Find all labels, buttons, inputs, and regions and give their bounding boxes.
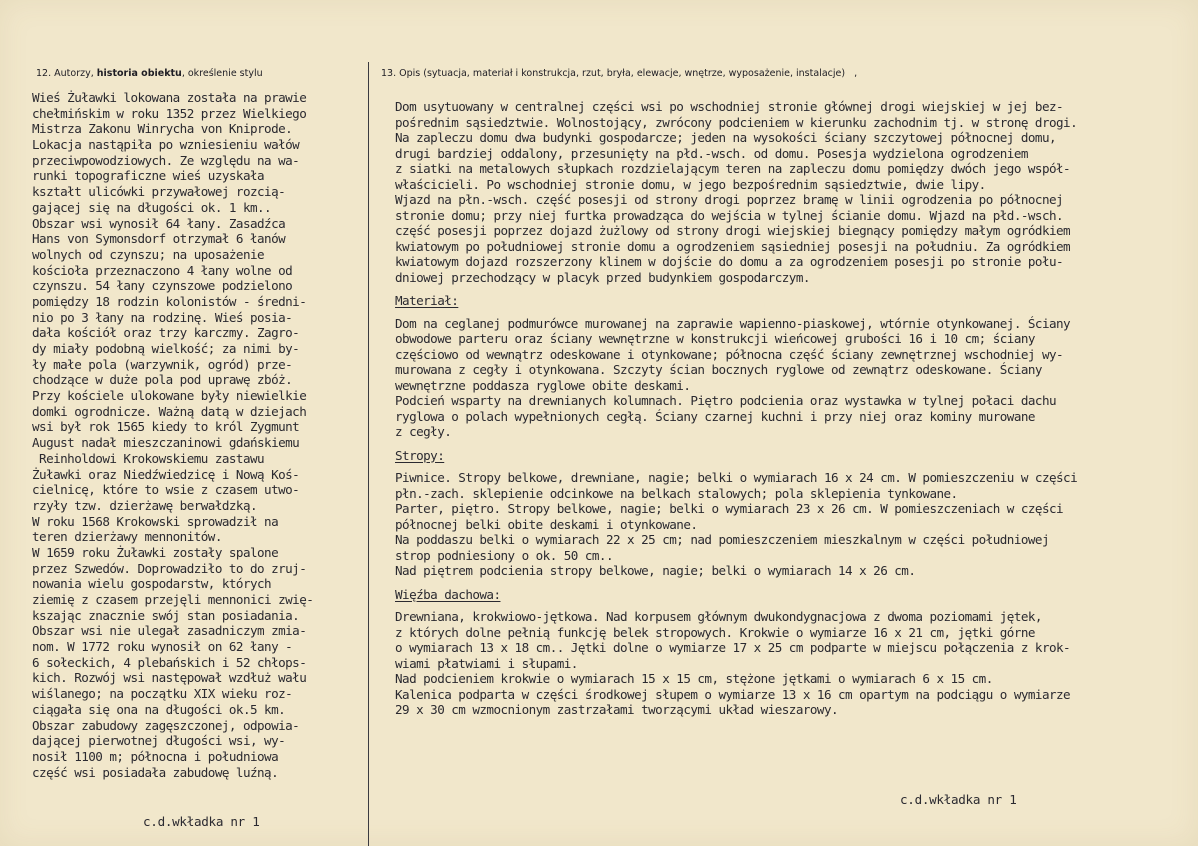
material-line: ryglowa o polach wypełnionych cegłą. Ściany czarnej kuchni i przy niej oraz kominy murowane bbox=[395, 408, 1035, 424]
history-line: Wieś Żuławki lokowana została na prawie bbox=[32, 90, 307, 105]
wiezba-line: wiami płatwiami i słupami. bbox=[395, 655, 578, 671]
stropy-paragraph bbox=[395, 470, 1185, 579]
wiezba-line: o wymiarach 13 x 18 cm.. Jętki dolne o wymiarze 17 x 25 cm podparte w miejscu połączenia z krok- bbox=[395, 640, 1071, 655]
material-line: z cegły. bbox=[395, 424, 452, 439]
history-line: Hans von Symonsdorf otrzymał 6 łanów bbox=[32, 231, 286, 247]
history-line: Przy kościele ulokowane były niewielkie bbox=[32, 388, 307, 404]
history-line: Lokacja nastąpiła po wzniesieniu wałów bbox=[32, 137, 300, 153]
section-12-header bbox=[36, 68, 263, 79]
history-line: przez Szwedów. Doprowadziło to do zruj- bbox=[32, 560, 307, 576]
history-line: Reinholdowi Krokowskiemu zastawu bbox=[32, 450, 265, 466]
history-line: Mistrza Zakonu Winrycha von Kniprode. bbox=[32, 121, 293, 137]
continuation-note-left: c.d.wkładka nr 1 bbox=[143, 814, 260, 829]
situation-line: z siatki na metalowych słupkach rozdzielającym teren na zapleczu domu pomiędzy dwóch jego współ- bbox=[395, 161, 1071, 176]
history-line: rzyły tzw. dzierżawę berwałdzką. bbox=[32, 497, 258, 513]
history-line: ciągała się ona na długości ok.5 km. bbox=[32, 701, 286, 717]
stropy-line: Parter, piętro. Stropy belkowe, nagie; belki o wymiarach 23 x 26 cm. W pomieszczeniach w części bbox=[395, 501, 1064, 516]
stropy-line: Piwnice. Stropy belkowe, drewniane, nagie; belki o wymiarach 16 x 24 cm. W pomieszczeniu w części bbox=[395, 470, 1078, 485]
history-line: runki topograficzne wieś uzyskała bbox=[32, 168, 265, 184]
material-line: Podcień wsparty na drewnianych kolumnach. Piętro podcienia oraz wystawka w tylnej połaci dachu bbox=[395, 393, 1057, 408]
history-line: ziemię z czasem przejęli mennonici zwię- bbox=[32, 592, 314, 607]
history-line: czynszu. 54 łany czynszowe podzielono bbox=[32, 278, 293, 294]
situation-line: dniowej przechodzący w placyk przed budynkiem gospodarczym. bbox=[395, 269, 810, 285]
history-line: Żuławki oraz Niedźwiedzicę i Nową Koś- bbox=[32, 466, 300, 482]
material-line: wewnętrzne poddasza ryglowe obite deskami. bbox=[395, 377, 691, 393]
wiezba-heading: Więźba dachowa: bbox=[395, 586, 501, 602]
material-line: Dom na ceglanej podmurówce murowanej na zaprawie wapienno-piaskowej, wtórnie otynkowanej. Ściany bbox=[395, 315, 1071, 331]
history-line: nio po 3 łany na rodzinę. Wieś posia- bbox=[32, 309, 293, 325]
wiezba-line: Kalenica podparta w części środkowej słupem o wymiarze 13 x 16 cm opartym na podciągu o wymiarze bbox=[395, 686, 1071, 702]
history-line: wolnych od czynszu; na uposażenie bbox=[32, 246, 265, 262]
material-line: obwodowe parteru oraz ściany wewnętrzne w konstrukcji wieńcowej grubości 16 i 10 cm; ściany bbox=[395, 331, 1035, 346]
history-line: domki ogrodnicze. Ważną datą w dziejach bbox=[32, 403, 307, 419]
history-line: pomiędzy 18 rodzin kolonistów - średni- bbox=[32, 293, 307, 309]
history-line: 6 sołeckich, 4 plebańskich i 52 chłops- bbox=[32, 654, 307, 670]
stropy-line: Na poddaszu belki o wymiarach 22 x 25 cm; nad pomieszczeniem mieszkalnym w części południowej bbox=[395, 532, 1049, 547]
wiezba-line: 29 x 30 cm wzmocnionym zastrzałami tworzącymi układ wieszarowy. bbox=[395, 702, 839, 717]
history-line: Obszar zabudowy zagęszczonej, odpowia- bbox=[32, 717, 300, 733]
column-divider bbox=[368, 62, 369, 846]
material-line: częściowo od wewnątrz odeskowane i otynkowane; północna część ściany zewnętrznej wschodniej wy- bbox=[395, 346, 1064, 362]
header-mark: , bbox=[854, 68, 858, 79]
history-line: nosił 1100 m; północna i południowa bbox=[32, 748, 279, 764]
situation-line: kwiatowym dojazd rozszerzony klinem w dojście do domu a za ogrodzeniem posesji po stronie połu- bbox=[395, 254, 1064, 269]
material-heading: Materiał: bbox=[395, 293, 459, 308]
history-line: ły małe pola (warzywnik, ogród) prze- bbox=[32, 356, 293, 372]
situation-line: stronie domu; przy niej furtka prowadząca do wejścia w tylnej ścianie domu. Wjazd na płd.-wsch. bbox=[395, 207, 1064, 223]
history-line: przeciwpowodziowych. Ze względu na wa- bbox=[32, 152, 300, 168]
wiezba-line: Nad podcieniem krokwie o wymiarach 15 x 15 cm, stężone jętkami o wymiarach 6 x 15 cm. bbox=[395, 671, 993, 686]
history-line: August nadał mieszczaninowi gdańskiemu bbox=[32, 435, 300, 451]
section-number: 12. bbox=[36, 68, 52, 79]
situation-paragraph bbox=[395, 99, 1185, 285]
history-line: chodzące w duże pola pod uprawę zbóż. bbox=[32, 372, 293, 388]
header-bold-label: historia obiektu bbox=[96, 68, 182, 79]
history-line: cielnicę, które to wsie z czasem utwo- bbox=[32, 482, 300, 498]
header-label: Autorzy, bbox=[54, 68, 97, 79]
history-line: teren dzierżawy mennonitów. bbox=[32, 529, 222, 545]
situation-line: pośrednim sąsiedztwie. Wolnostojący, zwrócony podcieniem w kierunku zachodnim tj. w stronę drogi. bbox=[395, 114, 1078, 130]
history-line: W 1659 roku Żuławki zostały spalone bbox=[32, 544, 279, 560]
history-line: gającej się na długości ok. 1 km.. bbox=[32, 199, 272, 215]
stropy-line: płn.-zach. sklepienie odcinkowe na belkach stalowych; pola sklepienia tynkowane. bbox=[395, 485, 958, 501]
history-line: wiślanego; na początku XIX wieku roz- bbox=[32, 686, 293, 702]
history-line: część wsi posiadała zabudowę luźną. bbox=[32, 764, 279, 780]
material-line: murowana z cegły i otynkowana. Szczyty ścian bocznych ryglowe od zewnątrz odeskowane. Ściany bbox=[395, 362, 1042, 377]
history-line: kształt ulicówki przywałowej rozcią- bbox=[32, 184, 286, 200]
history-line: wsi był rok 1565 kiedy to król Zygmunt bbox=[32, 419, 300, 435]
wiezba-line: Drewniana, krokwiowo-jętkowa. Nad korpusem głównym dwukondygnacjowa z dwoma poziomami jętek, bbox=[395, 609, 1042, 624]
stropy-line: Nad piętrem podcienia stropy belkowe, nagie; belki o wymiarach 14 x 26 cm. bbox=[395, 563, 916, 578]
history-line: dy miały podobną wielkość; za nimi by- bbox=[32, 341, 300, 356]
situation-line: Na zapleczu domu dwa budynki gospodarcze; jeden na wysokości ściany szczytowej północnej domu, bbox=[395, 130, 1057, 145]
history-line: dała kościół oraz trzy karczmy. Zagro- bbox=[32, 325, 300, 341]
situation-line: właścicieli. Po wschodniej stronie domu, w jego bezpośrednim sąsiedztwie, dwie lipy. bbox=[395, 176, 986, 192]
history-line: W roku 1568 Krokowski sprowadził na bbox=[32, 513, 279, 529]
stropy-line: strop podniesiony o ok. 50 cm.. bbox=[395, 547, 613, 563]
situation-line: część posesji poprzez dojazd żużlowy od strony drogi wiejskiej biegnący pomiędzy małym ogródkiem bbox=[395, 223, 1071, 238]
situation-line: kwiatowym po południowej stronie domu a ogrodzeniem sąsiedniej posesji na południu. Za ogródkiem bbox=[395, 238, 1071, 254]
wiezba-line: z których dolne pełnią funkcję belek stropowych. Krokwie o wymiarze 16 x 21 cm, jętki górne bbox=[395, 624, 1035, 640]
history-line: nom. W 1772 roku wynosił on 62 łany - bbox=[32, 639, 293, 655]
situation-line: Wjazd na płn.-wsch. część posesji od strony drogi poprzez bramę w linii ogrodzenia po północnej bbox=[395, 192, 1064, 207]
situation-line: Dom usytuowany w centralnej części wsi po wschodniej stronie głównej drogi wiejskiej w jej bez- bbox=[395, 99, 1064, 114]
history-line: kszając znacznie swój stan posiadania. bbox=[32, 607, 300, 623]
description-text bbox=[395, 99, 1185, 718]
header-label-rest: , określenie stylu bbox=[181, 68, 263, 79]
history-line: dającej pierwotnej długości wsi, wy- bbox=[32, 733, 286, 749]
material-paragraph bbox=[395, 316, 1185, 440]
history-line: kościoła przeznaczono 4 łany wolne od bbox=[32, 262, 293, 278]
stropy-line: północnej belki obite deskami i otynkowane. bbox=[395, 516, 698, 532]
continuation-note-right: c.d.wkładka nr 1 bbox=[900, 792, 1017, 807]
stropy-heading: Stropy: bbox=[395, 447, 445, 463]
history-line: chełmińskim w roku 1352 przez Wielkiego bbox=[32, 105, 307, 121]
history-line: Obszar wsi nie ulegał zasadniczym zmia- bbox=[32, 623, 307, 639]
history-line: nowania wielu gospodarstw, których bbox=[32, 576, 272, 592]
wiezba-paragraph bbox=[395, 609, 1185, 718]
header-label: Opis (sytuacja, materiał i konstrukcja, rzut, bryła, elewacje, wnętrze, wyposażenie, instalacje) bbox=[399, 68, 846, 79]
situation-line: drugi bardziej oddalony, przesunięty na płd.-wsch. od domu. Posesja wydzielona ogrodzeniem bbox=[395, 145, 1028, 161]
history-text bbox=[32, 90, 362, 780]
section-number: 13. bbox=[381, 68, 397, 79]
history-line: kich. Rozwój wsi następował wzdłuż wału bbox=[32, 670, 307, 686]
section-13-header bbox=[381, 68, 857, 79]
history-line: Obszar wsi wynosił 64 łany. Zasadźca bbox=[32, 215, 286, 231]
